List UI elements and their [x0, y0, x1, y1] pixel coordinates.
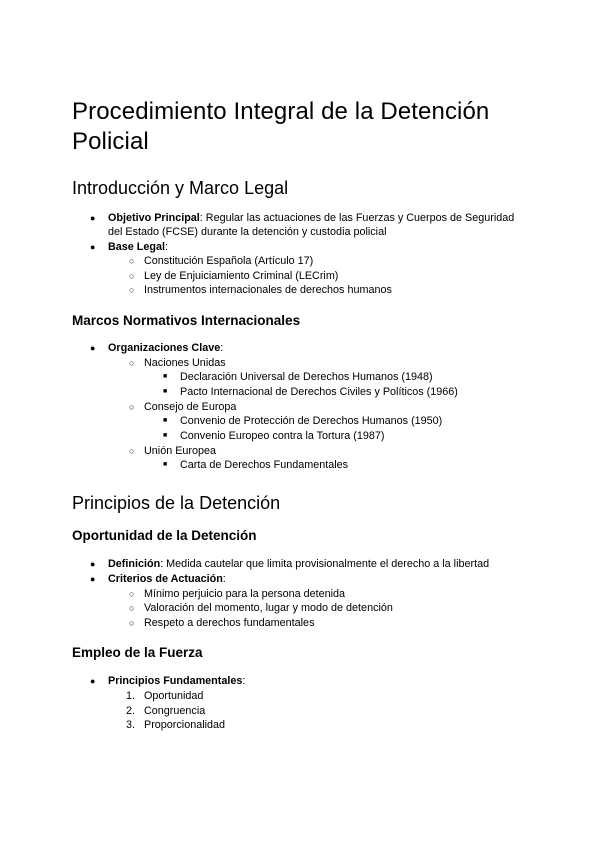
list-item: Constitución Española (Artículo 17)	[144, 255, 314, 267]
list-number: 1.	[126, 690, 136, 702]
list-item-base-legal: Base Legal:	[108, 241, 169, 253]
base-legal-label: Base Legal	[108, 241, 166, 253]
page-title-line-1: Procedimiento Integral de la Detención	[72, 98, 490, 125]
list-item-definicion	[108, 557, 489, 571]
list-item: Ley de Enjuiciamiento Criminal (LECrim)	[144, 270, 339, 282]
bullet-circle: ○	[129, 256, 135, 266]
objetivo-text-continued: del Estado (FCSE) durante la detención y custodia policial	[108, 226, 387, 238]
bullet-circle: ○	[129, 285, 135, 295]
page-title-line-2: Policial	[72, 128, 149, 155]
list-item-objetivo	[108, 211, 514, 225]
list-item: Convenio Europeo contra la Tortura (1987)	[180, 430, 385, 442]
criterios-label: Criterios de Actuación	[108, 573, 223, 585]
list-item: Pacto Internacional de Derechos Civiles y Políticos (1966)	[180, 386, 458, 398]
bullet-circle: ○	[129, 589, 135, 599]
list-item: Valoración del momento, lugar y modo de detención	[144, 602, 393, 614]
list-item: Respeto a derechos fundamentales	[144, 617, 315, 629]
list-number: 2.	[126, 705, 136, 717]
list-number: 3.	[126, 719, 136, 731]
bullet-disc: ●	[90, 343, 96, 353]
list-item-org: Unión Europea	[144, 445, 217, 457]
list-item-org: Naciones Unidas	[144, 357, 226, 369]
objetivo-text: : Regular las actuaciones de las Fuerzas y Cuerpos de Seguridad	[199, 212, 515, 224]
section-heading-principios: Principios de la Detención	[72, 493, 281, 513]
bullet-disc: ●	[90, 213, 96, 223]
bullet-square: ■	[163, 461, 168, 468]
list-item-principios-fundamentales: Principios Fundamentales:	[108, 675, 246, 687]
bullet-square: ■	[163, 388, 168, 395]
list-item: Convenio de Protección de Derechos Humanos (1950)	[180, 415, 443, 427]
list-item-criterios: Criterios de Actuación:	[108, 573, 226, 585]
list-item: Instrumentos internacionales de derechos humanos	[144, 284, 392, 296]
objetivo-label: Objetivo Principal	[108, 212, 200, 224]
bullet-circle: ○	[129, 618, 135, 628]
bullet-circle: ○	[129, 603, 135, 613]
definicion-text: : Medida cautelar que limita provisionalmente el derecho a la libertad	[160, 558, 490, 570]
bullet-circle: ○	[129, 271, 135, 281]
bullet-disc: ●	[90, 559, 96, 569]
subsection-heading-empleo-fuerza: Empleo de la Fuerza	[72, 645, 203, 660]
bullet-square: ■	[163, 417, 168, 424]
definicion-label: Definición	[108, 558, 161, 570]
bullet-disc: ●	[90, 242, 96, 252]
list-item-organizaciones: Organizaciones Clave:	[108, 342, 224, 354]
principios-fundamentales-label: Principios Fundamentales	[108, 675, 243, 687]
list-item: Carta de Derechos Fundamentales	[180, 459, 349, 471]
organizaciones-label: Organizaciones Clave	[108, 342, 221, 354]
subsection-heading-oportunidad: Oportunidad de la Detención	[72, 528, 257, 543]
bullet-circle: ○	[129, 446, 135, 456]
list-item: Congruencia	[144, 705, 206, 717]
bullet-disc: ●	[90, 676, 96, 686]
subsection-heading-marcos: Marcos Normativos Internacionales	[72, 313, 301, 328]
bullet-circle: ○	[129, 358, 135, 368]
bullet-circle: ○	[129, 402, 135, 412]
bullet-disc: ●	[90, 574, 96, 584]
bullet-square: ■	[163, 432, 168, 439]
list-item-org: Consejo de Europa	[144, 401, 237, 413]
bullet-square: ■	[163, 373, 168, 380]
list-item: Declaración Universal de Derechos Humanos (1948)	[180, 371, 433, 383]
section-heading-intro: Introducción y Marco Legal	[72, 178, 289, 198]
list-item: Proporcionalidad	[144, 719, 226, 731]
list-item: Oportunidad	[144, 690, 204, 702]
list-item: Mínimo perjuicio para la persona detenida	[144, 588, 346, 600]
